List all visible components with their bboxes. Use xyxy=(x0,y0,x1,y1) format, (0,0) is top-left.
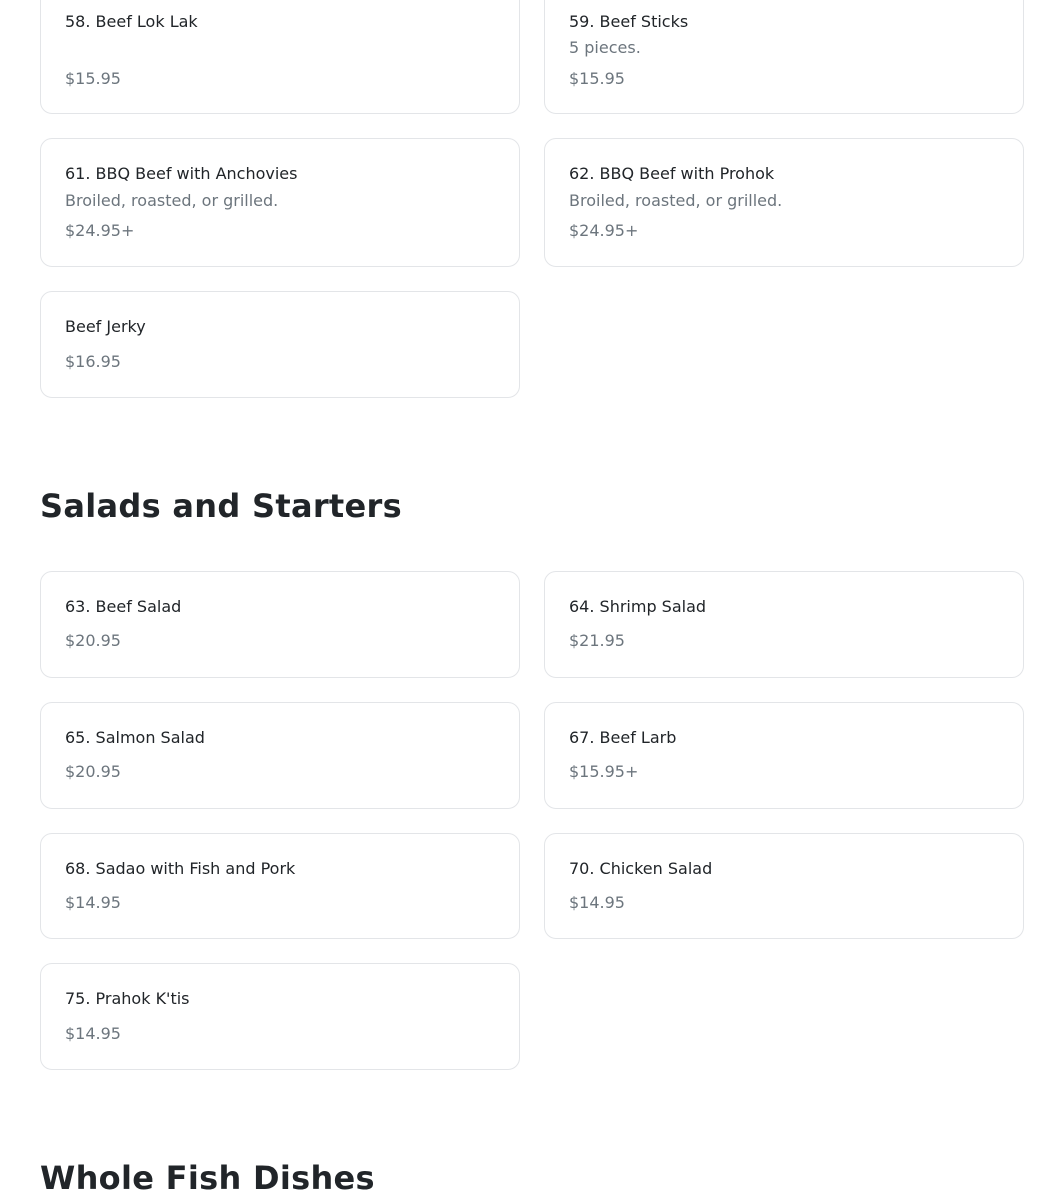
menu-item-price: $20.95 xyxy=(65,631,121,650)
menu-item-name: 61. BBQ Beef with Anchovies xyxy=(65,164,298,183)
menu-item-card[interactable] xyxy=(40,291,520,398)
menu-item-description: 5 pieces. xyxy=(569,38,641,57)
menu-item-card[interactable] xyxy=(40,0,520,114)
menu-item-name: 65. Salmon Salad xyxy=(65,728,205,747)
section-title: Salads and Starters xyxy=(40,487,402,525)
section-title: Whole Fish Dishes xyxy=(40,1159,375,1197)
menu-item-card[interactable] xyxy=(544,571,1024,678)
menu-item-price: $24.95+ xyxy=(65,221,135,240)
menu-item-name: 63. Beef Salad xyxy=(65,597,182,616)
menu-item-price: $15.95 xyxy=(569,69,625,88)
menu-item-card[interactable] xyxy=(40,702,520,809)
menu-item-name: 62. BBQ Beef with Prohok xyxy=(569,164,775,183)
menu-item-price: $21.95 xyxy=(569,631,625,650)
menu-item-name: 64. Shrimp Salad xyxy=(569,597,707,616)
menu-item-name: 67. Beef Larb xyxy=(569,728,677,747)
menu-item-name: 70. Chicken Salad xyxy=(569,859,713,878)
menu-item-price: $14.95 xyxy=(65,1024,121,1043)
menu-item-description: Broiled, roasted, or grilled. xyxy=(65,191,279,210)
menu-item-price: $14.95 xyxy=(569,893,625,912)
menu-item-name: 58. Beef Lok Lak xyxy=(65,12,198,31)
menu-item-card[interactable] xyxy=(40,571,520,678)
menu-item-price: $14.95 xyxy=(65,893,121,912)
menu-item-card[interactable] xyxy=(40,138,520,267)
menu-item-name: Beef Jerky xyxy=(65,317,146,336)
menu-item-card[interactable] xyxy=(544,833,1024,939)
menu-item-card[interactable] xyxy=(544,0,1024,114)
menu-item-name: 75. Prahok K'tis xyxy=(65,989,190,1008)
menu-item-price: $24.95+ xyxy=(569,221,639,240)
menu-item-card[interactable] xyxy=(40,963,520,1070)
menu-item-card[interactable] xyxy=(40,833,520,939)
menu-item-price: $15.95 xyxy=(65,69,121,88)
menu-item-card[interactable] xyxy=(544,138,1024,267)
menu-item-name: 59. Beef Sticks xyxy=(569,12,689,31)
menu-item-name: 68. Sadao with Fish and Pork xyxy=(65,859,296,878)
menu-item-card[interactable] xyxy=(544,702,1024,809)
menu-item-price: $16.95 xyxy=(65,352,121,371)
menu-item-price: $15.95+ xyxy=(569,762,639,781)
menu-item-description: Broiled, roasted, or grilled. xyxy=(569,191,783,210)
menu-item-price: $20.95 xyxy=(65,762,121,781)
